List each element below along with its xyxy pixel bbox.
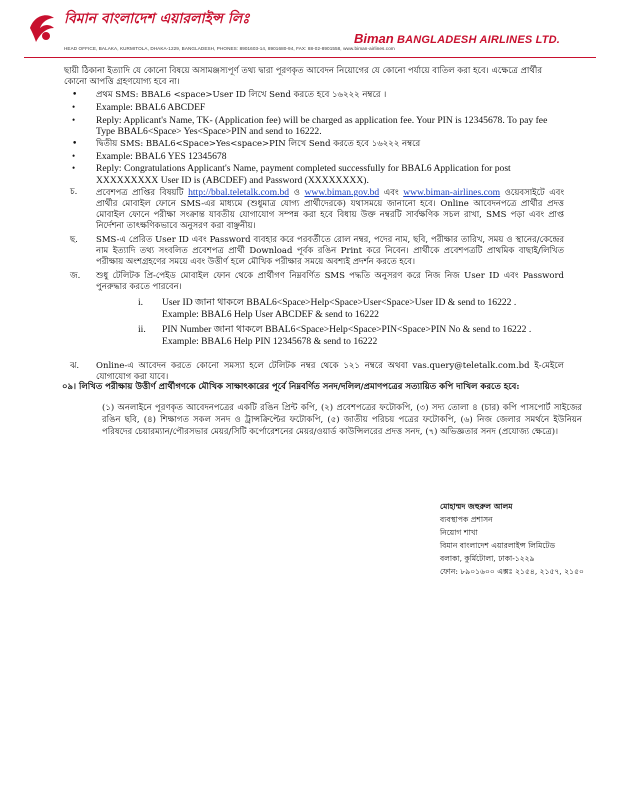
signatory-address: বলাকা, কুর্মিটোলা, ঢাকা-১২২৯ bbox=[440, 554, 535, 563]
intro-paragraph: ছায়ী ঠিকানা ইত্যাদি যে কোনো বিষয়ে অসামঞ্জস্যপূর্ণ তথ্য দ্বারা পূরণকৃত আবেদন নিয়োগের যে কোনো পর্যায়ে বাতিল করা হবে। এক্ষেত্রে প্রার্থীর কোনো আপত্তি গ্রহণযোগ্য হবে না। bbox=[64, 66, 542, 87]
sms-reply-1: • Reply: Applicant's Name, TK- (Application fee) will be charged as application fee. Your PIN is 12345678. To pay fee Type BBAL6<Space> Yes<Space>PIN and send to 16222. bbox=[64, 115, 564, 138]
item-chha-text: SMS-এ প্রেরিত User ID এবং Password ব্যবহার করে পরবর্তীতে রোল নম্বর, পদের নাম, ছবি, পরীক্ষার তারিখ, সময় ও স্থানের/কেন্দ্রের নাম ইত্যাদি তথ্য সংবলিত প্রবেশপত্র প্রার্থী Download পূর্বক রঙিন Print করে নিবেন। প্রার্থীকে প্রবেশপত্রটি প্রাথমিক বাছাই/লিখিত পরীক্ষায় অংশগ্রহণের সময়ে এবং উত্তীর্ণ হলে মৌখিক পরীক্ষার সময়ে অবশ্যই প্রদর্শন করতে হবে। bbox=[96, 235, 564, 267]
letterhead bbox=[24, 10, 596, 54]
recovery-option-2-example: Example: BBAL6 Help PIN 12345678 & send to 16222 bbox=[162, 335, 378, 347]
item-cha-pre: প্রবেশপত্র প্রাপ্তির বিষয়টি bbox=[96, 188, 184, 198]
signature-block bbox=[440, 500, 584, 578]
company-name-brand: Biman bbox=[354, 31, 394, 46]
signatory-designation: ব্যবস্থাপক প্রশাসন bbox=[440, 515, 493, 524]
recovery-option-2-marker: ii. bbox=[138, 324, 146, 335]
signatory-organization: বিমান বাংলাদেশ এয়ারলাইন্স লিমিটেড bbox=[440, 541, 556, 550]
header-divider bbox=[24, 57, 596, 58]
company-name-english bbox=[354, 31, 560, 46]
section-9-body: (১) অনলাইনে পূরণকৃত আবেদনপত্রের একটি রঙিন প্রিন্ট কপি, (২) প্রবেশপত্রের ফটোকপি, (৩) সদ্য তোলা ৪ (চার) কপি পাসপোর্ট সাইজের রঙিন ছবি, (৪) শিক্ষাগত সকল সনদ ও ট্রান্সক্রিপ্টের ফটোকপি, (৫) জাতীয় পরিচয় পত্রের ফটোকপি, (৬) নিজ জেলার সমর্থনে ইউনিয়ন পরিষদের চেয়ারম্যান/পৌরসভার মেয়র/সিটি কর্পোরেশনের মেয়র/ওয়ার্ড কাউন্সিলরের প্রদত্ত সনদ, (৭) অভিজ্ঞতার সনদ (প্রযোজ্য ক্ষেত্রে)। bbox=[102, 403, 582, 437]
biman-logo-icon bbox=[24, 10, 58, 50]
biman-gov-link[interactable]: www.biman.gov.bd bbox=[304, 187, 380, 198]
teletalk-link[interactable]: http://bbal.teletalk.com.bd bbox=[188, 187, 290, 198]
recovery-option-1 bbox=[64, 297, 564, 320]
sms-step-2: • দ্বিতীয় SMS: BBAL6<Space>Yes<space>PIN লিখে Send করতে হবে ১৬২২২ নম্বরে bbox=[64, 139, 564, 150]
signatory-name: মোহাম্মদ জহুরুল আলম bbox=[440, 502, 513, 511]
signatory-department: নিয়োগ শাখা bbox=[440, 528, 478, 537]
item-cha-marker: চ. bbox=[70, 187, 78, 197]
section-9-heading: ০৯। লিখিত পরীক্ষায় উত্তীর্ণ প্রার্থীগণকে মৌখিক সাক্ষাৎকারের পূর্বে নিম্নবর্ণিত সনদ/দলিল/প্রমাণপত্রের সত্যায়িত কপি দাখিল করতে হবে: bbox=[62, 382, 520, 392]
item-cha-and: এবং bbox=[383, 188, 399, 198]
sms-step-1-example: • Example: BBAL6 ABCDEF bbox=[64, 102, 564, 114]
item-cha-mid: ও bbox=[293, 188, 300, 198]
head-office-address: HEAD OFFICE, BALAKA, KURMITOLA, DHAKA-1229, BANGLADESH, PHONES: 8901603-14, 8901680-94, FAX: 88-02-8901558, www.biman-airlines.com bbox=[64, 46, 395, 51]
recovery-option-2-text: PIN Number জানা থাকলে BBAL6<Space>Help<Space>PIN<Space>PIN No & send to 16222 . bbox=[162, 324, 532, 335]
recovery-option-1-example: Example: BBAL6 Help User ABCDEF & send to 16222 bbox=[162, 308, 379, 320]
instructions-body bbox=[64, 66, 564, 386]
item-ja bbox=[64, 271, 564, 293]
item-chha bbox=[64, 235, 564, 268]
company-name-bangla: বিমান বাংলাদেশ এয়ারলাইন্স লিঃ bbox=[64, 11, 250, 27]
recovery-option-2 bbox=[64, 324, 564, 347]
item-chha-marker: ছ. bbox=[70, 235, 78, 245]
biman-airlines-link[interactable]: www.biman-airlines.com bbox=[403, 187, 501, 198]
sms-step-2-example: • Example: BBAL6 YES 12345678 bbox=[64, 151, 564, 163]
item-cha-post: ওয়েবসাইটে এবং প্রার্থীর মোবাইল ফোনে SMS-এর মাধ্যমে (শুধুমাত্র যোগ্য প্রার্থীদেরকে) যথাসময়ে জানানো হবে। Online আবেদনপত্রে প্রার্থীর প্রদত্ত মোবাইল ফোনে পরীক্ষা সংক্রান্ত যাবতীয় যোগাযোগ সম্পন্ন করা হবে বিধায় উক্ত নম্বরটি সার্বক্ষণিক সচল রাখা, SMS পড়া এবং প্রাপ্ত নির্দেশনা তাৎক্ষণিকভাবে অনুসরণ করা বাঞ্ছনীয়। bbox=[96, 188, 565, 231]
item-cha bbox=[64, 187, 564, 232]
sms-reply-2: • Reply: Congratulations Applicant's Name, payment completed successfully for BBAL6 Application for post XXXXXXXXX User ID is (ABCDEF) and Password (XXXXXXXX). bbox=[64, 163, 564, 186]
sms-step-1: • প্রথম SMS: BBAL6 <space>User ID লিখে Send করতে হবে ১৬২২২ নম্বরে । bbox=[64, 90, 564, 101]
recovery-option-1-text: User ID জানা থাকলে BBAL6<Space>Help<Space>User<Space>User ID & send to 16222 . bbox=[162, 297, 517, 308]
company-name-rest: BANGLADESH AIRLINES LTD. bbox=[393, 34, 561, 46]
recovery-option-1-marker: i. bbox=[138, 297, 144, 308]
item-jha-text: Online-এ আবেদন করতে কোনো সমস্যা হলে টেলিটক নম্বর থেকে ১২১ নম্বরে অথবা vas.query@teletalk.com.bd ই-মেইলে যোগাযোগ করা যাবে। bbox=[96, 361, 564, 382]
item-ja-text: শুধু টেলিটক প্রি-পেইড মোবাইল ফোন থেকে প্রার্থীগণ নিম্নবর্ণিত SMS পদ্ধতি অনুসরণ করে নিজ নিজ User ID এবং Password পুনরুদ্ধার করতে পারবেন। bbox=[96, 271, 564, 292]
item-ja-marker: জ. bbox=[70, 271, 81, 281]
signatory-phone: ফোন: ৮৯০১৬০০ এক্সঃ ২১৫৪, ২১৫৭, ২১৫০ bbox=[440, 567, 584, 576]
item-jha-marker: ঝ. bbox=[70, 361, 80, 371]
